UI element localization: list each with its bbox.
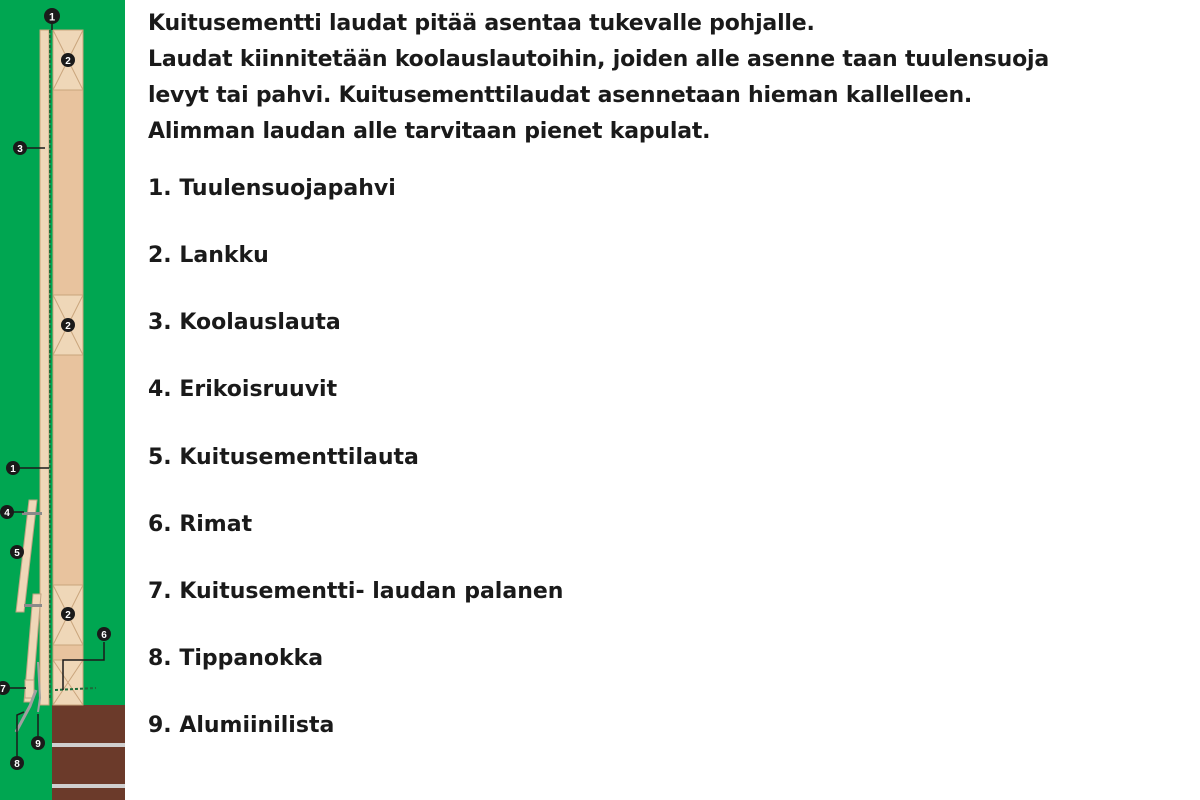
marker-5 <box>10 545 24 559</box>
batten-board <box>40 30 49 705</box>
svg-text:9: 9 <box>35 739 41 750</box>
svg-text:5: 5 <box>14 548 20 559</box>
legend-item: 1. Tuulensuojapahvi <box>148 176 396 201</box>
legend-item: 2. Lankku <box>148 243 269 268</box>
intro-line: levyt tai pahvi. Kuitusementtilaudat asennetaan hieman kallelleen. <box>148 83 973 108</box>
marker-3 <box>13 141 27 155</box>
legend-item: 4. Erikoisruuvit <box>148 377 338 402</box>
screw <box>24 604 42 607</box>
marker-8 <box>10 756 24 770</box>
marker-2 <box>61 607 75 621</box>
intro-text <box>148 6 1188 150</box>
legend-item: 8. Tippanokka <box>148 646 324 671</box>
svg-text:2: 2 <box>65 610 71 621</box>
svg-text:2: 2 <box>65 321 71 332</box>
marker-6 <box>97 627 111 641</box>
marker-4 <box>0 505 14 519</box>
svg-text:7: 7 <box>0 684 6 695</box>
intro-line: Kuitusementti laudat pitää asentaa tukevalle pohjalle. <box>148 11 815 36</box>
mortar-joint <box>52 743 125 747</box>
svg-text:4: 4 <box>4 508 10 519</box>
marker-1 <box>44 8 60 24</box>
marker-2 <box>61 318 75 332</box>
screw <box>22 512 42 515</box>
legend-item: 6. Rimat <box>148 512 253 537</box>
marker-2 <box>61 53 75 67</box>
svg-text:2: 2 <box>65 56 71 67</box>
legend-item: 5. Kuitusementtilauta <box>148 445 419 470</box>
legend-item: 9. Alumiinilista <box>148 713 335 738</box>
marker-1 <box>6 461 20 475</box>
marker-9 <box>31 736 45 750</box>
intro-line: Laudat kiinnitetään koolauslautoihin, joiden alle asenne taan tuulensuoja <box>148 47 1049 72</box>
bottom-plate <box>53 660 83 705</box>
legend-item: 3. Koolauslauta <box>148 310 341 335</box>
svg-text:1: 1 <box>10 464 16 475</box>
intro-line: Alimman laudan alle tarvitaan pienet kapulat. <box>148 119 711 144</box>
instructions-panel <box>148 6 1188 738</box>
svg-text:6: 6 <box>101 630 107 641</box>
svg-text:1: 1 <box>48 11 56 24</box>
svg-text:3: 3 <box>17 144 23 155</box>
mortar-joint <box>52 784 125 788</box>
wall-cross-section-diagram <box>0 0 125 800</box>
svg-text:8: 8 <box>14 759 20 770</box>
legend-item: 7. Kuitusementti- laudan palanen <box>148 579 564 604</box>
